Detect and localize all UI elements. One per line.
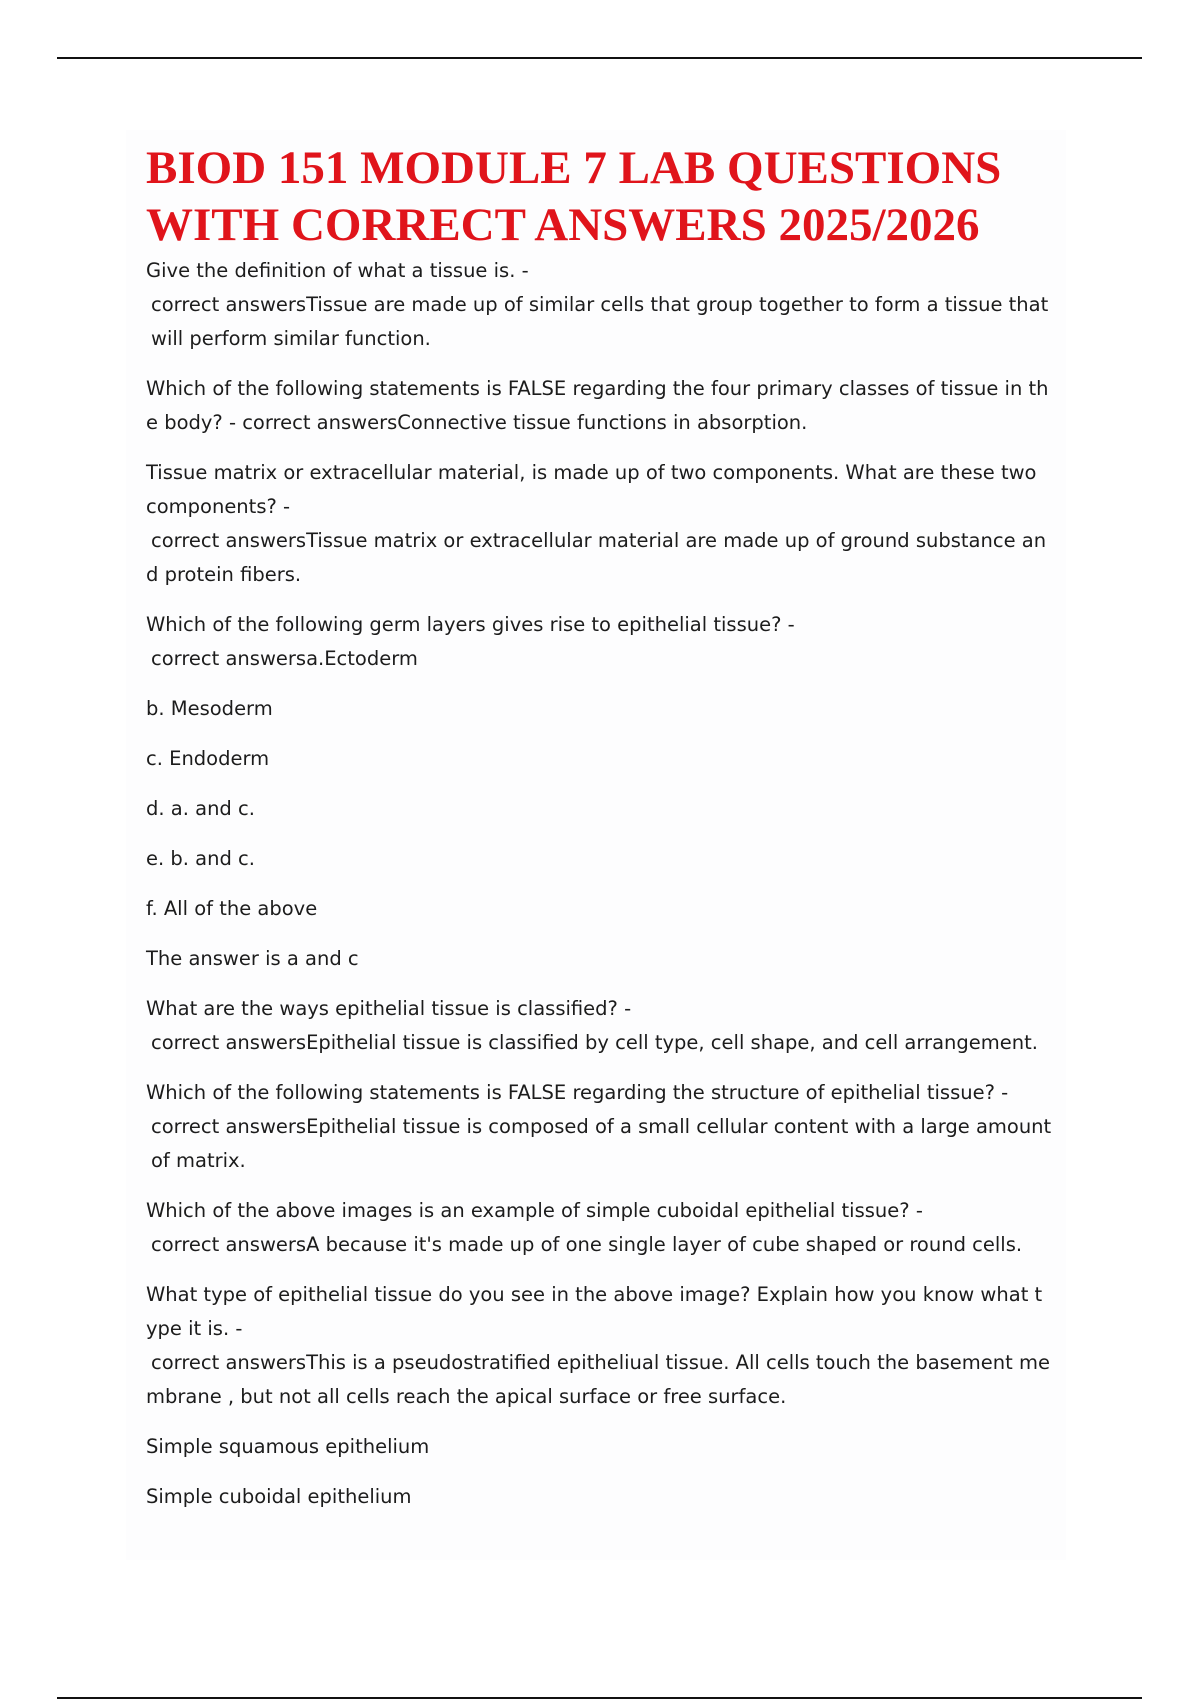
question-text: Which of the following statements is FALSE regarding the four primary classes of tissue in th bbox=[146, 377, 1049, 400]
question-text: Which of the above images is an example of simple cuboidal epithelial tissue? - bbox=[146, 1199, 923, 1222]
document-content bbox=[146, 140, 1066, 1530]
qa-pseudostratified bbox=[146, 1278, 1066, 1414]
question-text: What type of epithelial tissue do you see in the above image? Explain how you know what t bbox=[146, 1283, 1043, 1306]
question-text: components? - bbox=[146, 495, 291, 518]
question-text: Which of the following germ layers gives rise to epithelial tissue? - bbox=[146, 613, 795, 636]
answer-text: e body? - correct answersConnective tissue functions in absorption. bbox=[146, 411, 808, 434]
option-e: e. b. and c. bbox=[146, 847, 255, 870]
answer-text: mbrane , but not all cells reach the apical surface or free surface. bbox=[146, 1385, 787, 1408]
qa-germ-layers bbox=[146, 608, 1066, 676]
document-title bbox=[146, 140, 1066, 254]
option-d: d. a. and c. bbox=[146, 797, 255, 820]
qa-simple-cuboidal bbox=[146, 1194, 1066, 1262]
answer-text: will perform similar function. bbox=[151, 327, 431, 350]
option-c: c. Endoderm bbox=[146, 747, 270, 770]
qa-tissue-matrix bbox=[146, 456, 1066, 592]
answer-text: correct answersA because it's made up of one single layer of cube shaped or round cells. bbox=[151, 1233, 1023, 1256]
question-text: Which of the following statements is FALSE regarding the structure of epithelial tissue? - bbox=[146, 1081, 1009, 1104]
answer-text: correct answersa.Ectoderm bbox=[151, 647, 418, 670]
title-line-1: BIOD 151 MODULE 7 LAB QUESTIONS bbox=[146, 142, 1002, 194]
footer-rule bbox=[57, 1697, 1142, 1699]
answer-text: d protein fibers. bbox=[146, 563, 302, 586]
header-rule bbox=[57, 57, 1142, 59]
question-text: Tissue matrix or extracellular material, is made up of two components. What are these two bbox=[146, 461, 1037, 484]
question-text: ype it is. - bbox=[146, 1317, 243, 1340]
question-text: What are the ways epithelial tissue is classified? - bbox=[146, 997, 632, 1020]
answer-text: correct answersTissue matrix or extracellular material are made up of ground substance an bbox=[151, 529, 1047, 552]
document-body bbox=[146, 254, 1066, 1514]
list-item: Simple cuboidal epithelium bbox=[146, 1485, 412, 1508]
answer-text: correct answersTissue are made up of similar cells that group together to form a tissue that bbox=[151, 293, 1049, 316]
qa-classification bbox=[146, 992, 1066, 1060]
answer-note: The answer is a and c bbox=[146, 947, 359, 970]
answer-text: of matrix. bbox=[151, 1149, 246, 1172]
qa-structure bbox=[146, 1076, 1066, 1178]
list-item: Simple squamous epithelium bbox=[146, 1435, 430, 1458]
answer-text: correct answersEpithelial tissue is classified by cell type, cell shape, and cell arrangement. bbox=[151, 1031, 1038, 1054]
qa-tissue-definition bbox=[146, 254, 1066, 356]
answer-text: correct answersThis is a pseudostratified epitheliual tissue. All cells touch the basement me bbox=[151, 1351, 1050, 1374]
title-line-2: WITH CORRECT ANSWERS 2025/2026 bbox=[146, 199, 980, 251]
answer-text: correct answersEpithelial tissue is composed of a small cellular content with a large amount bbox=[151, 1115, 1052, 1138]
option-f: f. All of the above bbox=[146, 897, 318, 920]
option-b: b. Mesoderm bbox=[146, 697, 273, 720]
question-text: Give the definition of what a tissue is. - bbox=[146, 259, 529, 282]
qa-primary-classes bbox=[146, 372, 1066, 440]
